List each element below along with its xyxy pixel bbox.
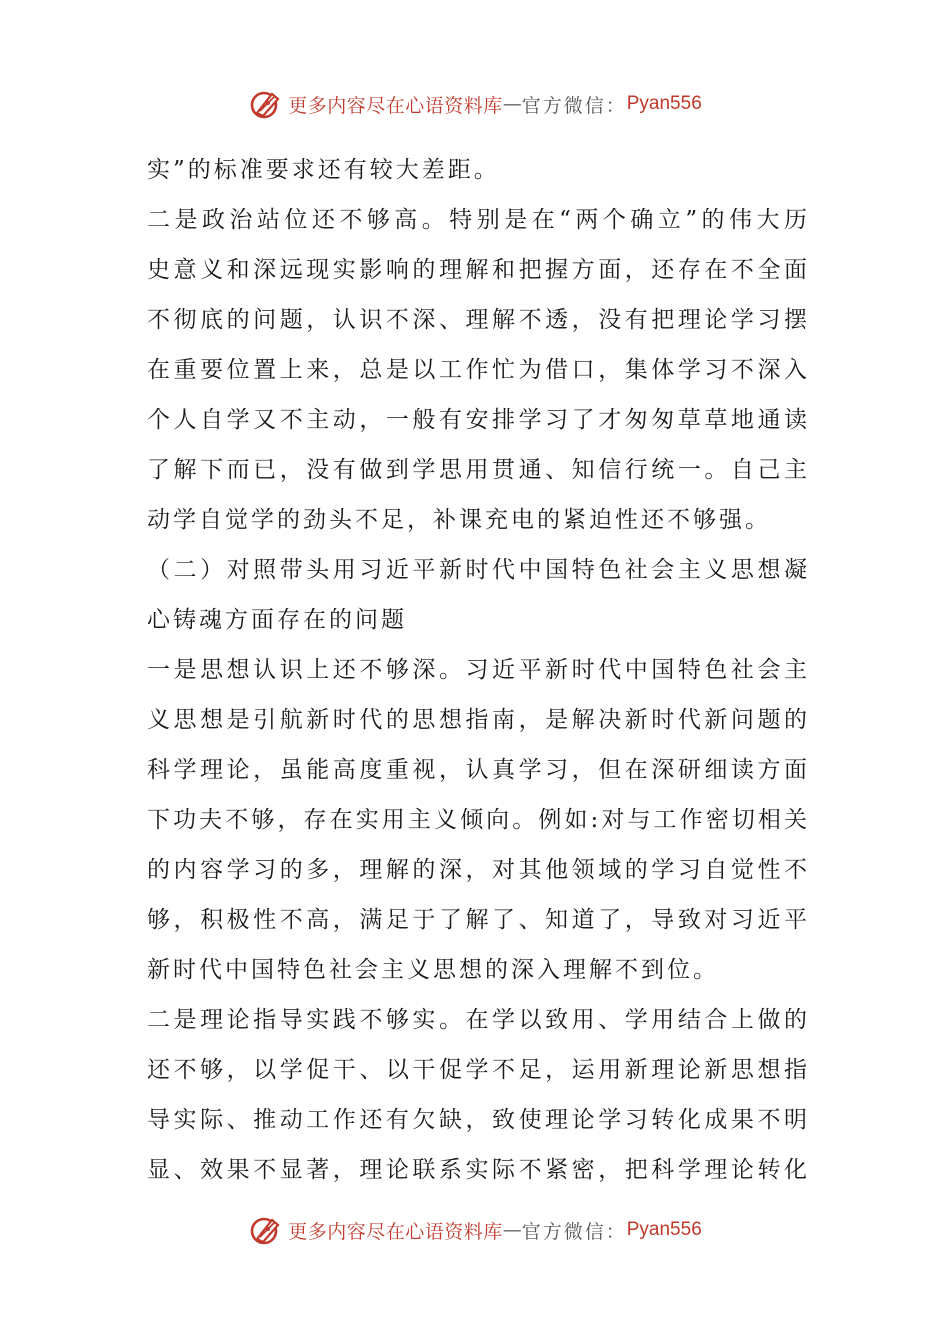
section-heading-line: （二）对照带头用习近平新时代中国特色社会主义思想凝	[147, 557, 807, 583]
body-line: 够，积极性不高，满足于了解了、知道了，导致对习近平	[147, 907, 807, 933]
watermark-account: Pyan556	[626, 93, 702, 114]
watermark-official-label: 官方微信：	[521, 1220, 627, 1243]
body-line: 显、效果不显著，理论联系实际不紧密，把科学理论转化	[147, 1157, 807, 1183]
watermark-official-label: 官方微信：	[521, 94, 627, 117]
body-line: 二是理论指导实践不够实。在学以致用、学用结合上做的	[147, 1007, 807, 1033]
body-line: 个人自学又不主动，一般有安排学习了才匆匆草草地通读	[147, 407, 807, 433]
document-body	[147, 145, 807, 1195]
body-line: 在重要位置上来，总是以工作忙为借口，集体学习不深入	[147, 357, 807, 383]
body-line: 下功夫不够，存在实用主义倾向。例如:对与工作密切相关	[147, 807, 807, 833]
body-line: 新时代中国特色社会主义思想的深入理解不到位。	[147, 957, 719, 983]
body-line: 还不够，以学促干、以干促学不足，运用新理论新思想指	[147, 1057, 807, 1083]
watermark-separator: —	[502, 1219, 522, 1241]
body-line: 二是政治站位还不够高。特别是在“两个确立”的伟大历	[147, 207, 807, 233]
body-line: 导实际、推动工作还有欠缺，致使理论学习转化成果不明	[147, 1107, 807, 1133]
pen-nib-logo-icon	[248, 86, 284, 122]
body-line: 动学自觉学的劲头不足，补课充电的紧迫性还不够强。	[147, 507, 771, 533]
watermark-separator: —	[502, 93, 522, 115]
body-line: 不彻底的问题，认识不深、理解不透，没有把理论学习摆	[147, 307, 807, 333]
body-line: 义思想是引航新时代的思想指南，是解决新时代新问题的	[147, 707, 807, 733]
body-line: 史意义和深远现实影响的理解和把握方面，还存在不全面	[147, 257, 807, 283]
watermark-brand: 更多内容尽在心语资料库	[288, 1220, 503, 1243]
body-line: 了解下而已，没有做到学思用贯通、知信行统一。自己主	[147, 457, 807, 483]
watermark-account: Pyan556	[626, 1219, 702, 1240]
section-heading-line: 心铸魂方面存在的问题	[147, 607, 407, 633]
body-line: 实”的标准要求还有较大差距。	[147, 157, 500, 183]
body-line: 一是思想认识上还不够深。习近平新时代中国特色社会主	[147, 657, 807, 683]
pen-nib-logo-icon	[248, 1212, 284, 1248]
footer-watermark	[0, 1210, 950, 1250]
body-line: 科学理论，虽能高度重视，认真学习，但在深研细读方面	[147, 757, 807, 783]
watermark-brand: 更多内容尽在心语资料库	[288, 94, 503, 117]
body-line: 的内容学习的多，理解的深，对其他领域的学习自觉性不	[147, 857, 807, 883]
header-watermark	[0, 84, 950, 124]
